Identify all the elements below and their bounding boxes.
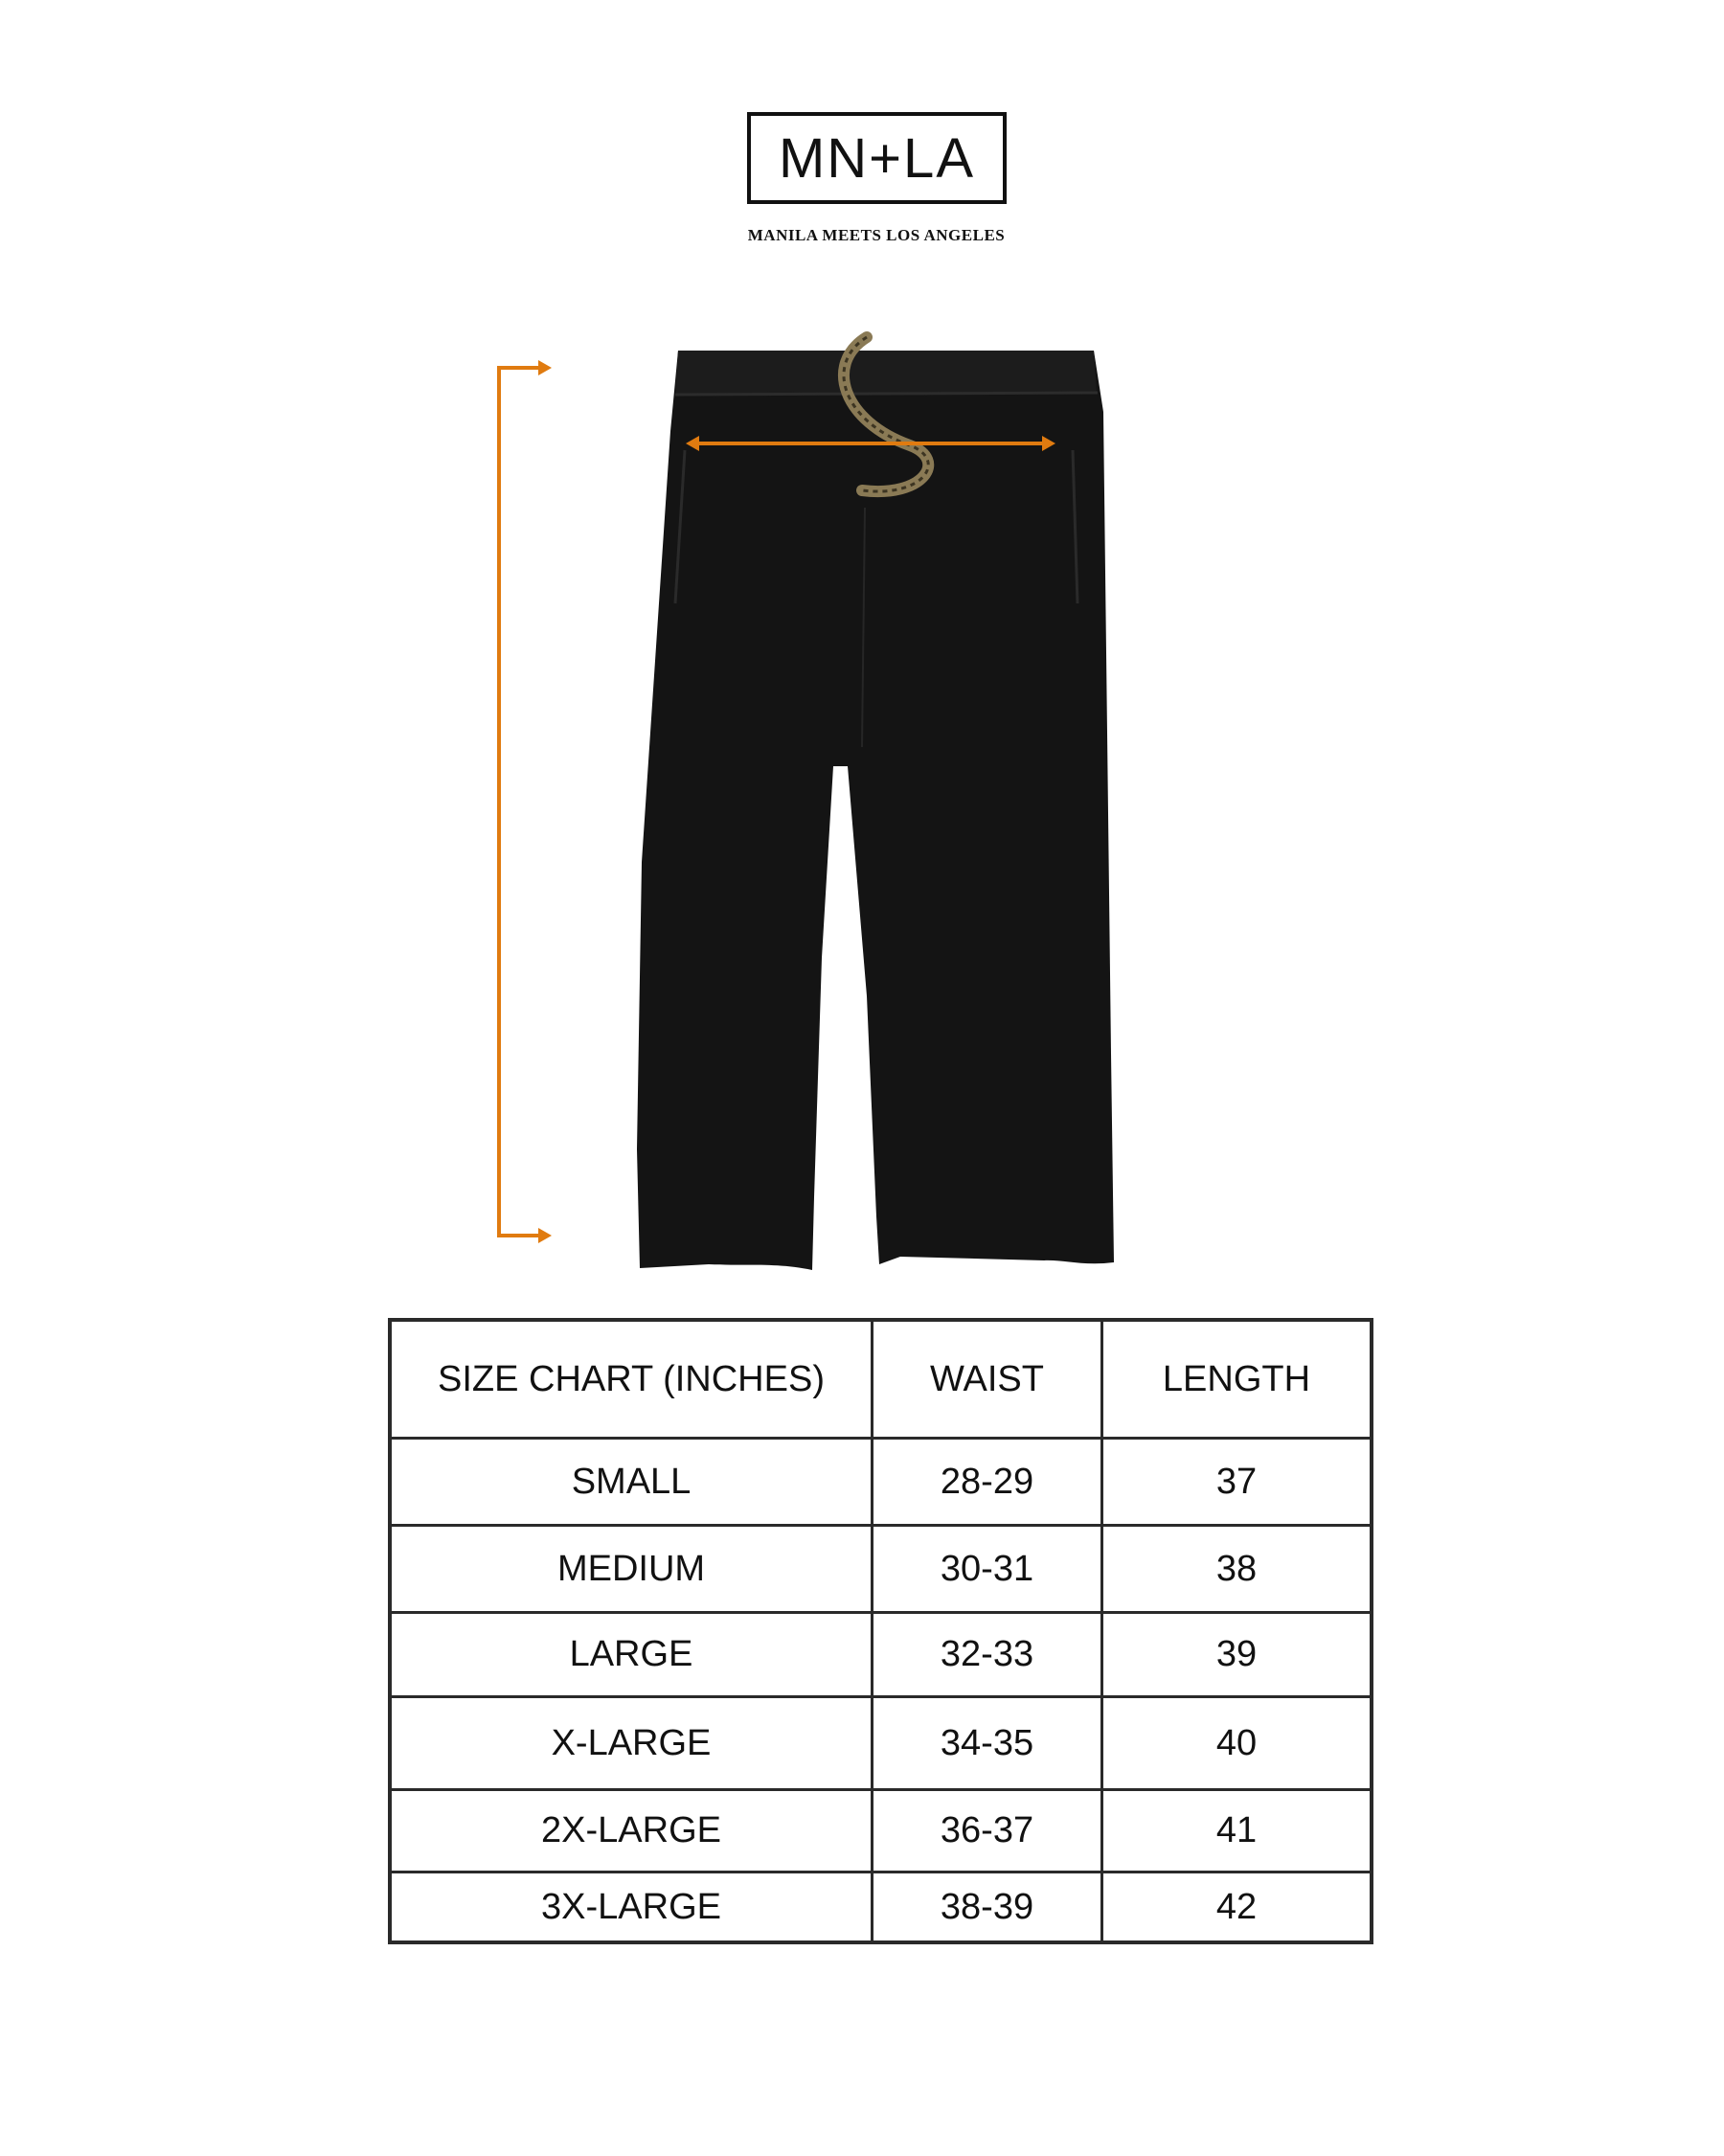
row-length: 40: [1215, 1722, 1258, 1763]
row-length: 39: [1215, 1634, 1258, 1674]
row-waist: 28-29: [940, 1461, 1034, 1502]
row-length: 42: [1215, 1886, 1258, 1927]
row-length: 37: [1215, 1461, 1258, 1502]
logo-text: MN+LA: [778, 126, 975, 190]
header-size: SIZE CHART (INCHES): [438, 1358, 825, 1399]
sweatpants-image: [637, 337, 1114, 1270]
row-waist: 30-31: [940, 1548, 1034, 1589]
row-length: 38: [1215, 1548, 1258, 1589]
row-size: 3X-LARGE: [541, 1886, 721, 1927]
header-waist: WAIST: [930, 1358, 1044, 1399]
header-length: LENGTH: [1162, 1358, 1311, 1399]
row-size: 2X-LARGE: [541, 1810, 721, 1850]
length-arrow-icon: [499, 360, 552, 1243]
row-waist: 38-39: [940, 1886, 1034, 1927]
row-size: LARGE: [569, 1634, 693, 1674]
row-waist: 34-35: [940, 1722, 1034, 1763]
row-size: X-LARGE: [551, 1722, 712, 1763]
size-chart-table: [388, 1318, 1373, 1944]
row-waist: 32-33: [940, 1634, 1034, 1674]
brand-tagline: MANILA MEETS LOS ANGELES: [747, 226, 1006, 244]
row-size: MEDIUM: [556, 1548, 706, 1589]
row-size: SMALL: [571, 1461, 692, 1502]
row-waist: 36-37: [940, 1810, 1034, 1850]
row-length: 41: [1215, 1810, 1258, 1850]
